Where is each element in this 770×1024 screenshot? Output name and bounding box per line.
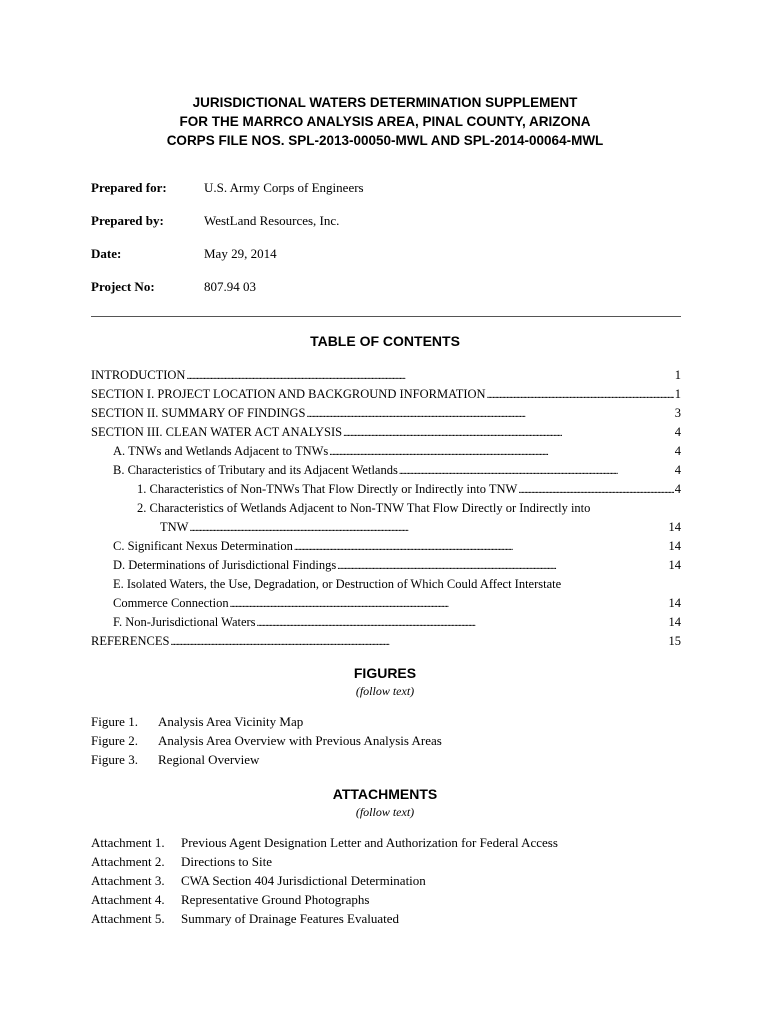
- title-line-2: FOR THE MARRCO ANALYSIS AREA, PINAL COUNTY, ARIZONA: [179, 114, 591, 129]
- toc-entry-label: Commerce Connection: [113, 596, 229, 610]
- meta-label: Prepared by:: [91, 213, 164, 228]
- meta-prepared-for: [91, 180, 364, 213]
- meta-label: Prepared for:: [91, 180, 167, 195]
- toc-entry-3e[interactable]: [91, 575, 681, 594]
- toc-entry-label: SECTION III. CLEAN WATER ACT ANALYSIS: [91, 425, 343, 439]
- toc-entry-page: 4: [674, 463, 681, 477]
- toc-entry-page: 14: [668, 596, 681, 610]
- toc-entry-label: E. Isolated Waters, the Use, Degradation, or Destruction of Which Could Affect Interstate: [113, 577, 562, 591]
- toc-entry-page: 15: [668, 634, 681, 648]
- toc-entry-label: 2. Characteristics of Wetlands Adjacent to Non-TNW That Flow Directly or Indirectly into: [137, 501, 591, 515]
- toc-entry-page: 14: [668, 615, 681, 629]
- figure-title: Analysis Area Overview with Previous Analysis Areas: [158, 733, 442, 748]
- attachment-title: Previous Agent Designation Letter and Authorization for Federal Access: [181, 835, 558, 850]
- meta-label: Date:: [91, 246, 122, 261]
- meta-prepared-by: [91, 213, 364, 246]
- toc-entry-page: 14: [668, 558, 681, 572]
- toc-entry-3b[interactable]: [91, 461, 681, 480]
- toc-entry-section-2[interactable]: [91, 404, 681, 423]
- toc-entry-3a[interactable]: [91, 442, 681, 461]
- toc-entry-section-3[interactable]: [91, 423, 681, 442]
- list-item: [91, 712, 442, 731]
- meta-value: 807.94 03: [204, 279, 256, 294]
- toc-entry-3b2[interactable]: [91, 499, 681, 518]
- meta-value: May 29, 2014: [204, 246, 277, 261]
- document-title: [0, 93, 770, 150]
- toc-entry-introduction[interactable]: [91, 366, 681, 385]
- meta-label: Project No:: [91, 279, 155, 294]
- toc-entry-page: 14: [668, 520, 681, 534]
- toc-entry-page: 4: [674, 425, 681, 439]
- figure-label: Figure 2.: [91, 733, 138, 748]
- meta-value: U.S. Army Corps of Engineers: [204, 180, 364, 195]
- meta-date: [91, 246, 364, 279]
- toc-entry-references[interactable]: [91, 632, 681, 651]
- toc-entry-page: 3: [674, 406, 681, 420]
- attachment-label: Attachment 2.: [91, 854, 165, 869]
- toc-entry-3c[interactable]: [91, 537, 681, 556]
- toc-entry-label: B. Characteristics of Tributary and its Adjacent Wetlands: [113, 463, 398, 477]
- document-meta: [91, 180, 364, 312]
- attachment-title: CWA Section 404 Jurisdictional Determination: [181, 873, 426, 888]
- toc-entry-section-1[interactable]: [91, 385, 681, 404]
- attachment-title: Directions to Site: [181, 854, 272, 869]
- list-item: [91, 890, 558, 909]
- toc-entry-label: SECTION I. PROJECT LOCATION AND BACKGROUND INFORMATION: [91, 387, 486, 401]
- toc-entry-3b1[interactable]: [91, 480, 681, 499]
- toc-entry-label: F. Non-Jurisdictional Waters: [113, 615, 256, 629]
- toc-entry-page: 4: [674, 482, 681, 496]
- title-line-1: JURISDICTIONAL WATERS DETERMINATION SUPPLEMENT: [192, 95, 578, 110]
- toc-entry-page: 1: [674, 368, 681, 382]
- meta-value: WestLand Resources, Inc.: [204, 213, 340, 228]
- toc-entry-page: 14: [668, 539, 681, 553]
- toc-entry-label: INTRODUCTION: [91, 368, 186, 382]
- toc-entry-3e-cont[interactable]: [91, 594, 681, 613]
- list-item: [91, 731, 442, 750]
- toc-entry-label: C. Significant Nexus Determination: [113, 539, 293, 553]
- figure-title: Analysis Area Vicinity Map: [158, 714, 304, 729]
- figure-label: Figure 3.: [91, 752, 138, 767]
- title-line-3: CORPS FILE NOS. SPL-2013-00050-MWL AND SPL-2014-00064-MWL: [166, 133, 604, 148]
- figure-title: Regional Overview: [158, 752, 260, 767]
- toc-entry-page: 1: [674, 387, 681, 401]
- attachments-note: (follow text): [355, 805, 415, 819]
- toc-entry-label: SECTION II. SUMMARY OF FINDINGS: [91, 406, 306, 420]
- attachment-label: Attachment 5.: [91, 911, 165, 926]
- horizontal-divider: [91, 316, 681, 317]
- attachment-label: Attachment 3.: [91, 873, 165, 888]
- figure-label: Figure 1.: [91, 714, 138, 729]
- toc-entry-3d[interactable]: [91, 556, 681, 575]
- list-item: [91, 909, 558, 928]
- attachment-title: Summary of Drainage Features Evaluated: [181, 911, 400, 926]
- toc-entry-label: REFERENCES: [91, 634, 170, 648]
- table-of-contents: [91, 366, 681, 651]
- toc-entry-label: 1. Characteristics of Non-TNWs That Flow Directly or Indirectly into TNW: [137, 482, 518, 496]
- toc-entry-label: D. Determinations of Jurisdictional Findings: [113, 558, 337, 572]
- toc-entry-3f[interactable]: [91, 613, 681, 632]
- list-item: [91, 871, 558, 890]
- toc-entry-label: TNW: [160, 520, 189, 534]
- toc-entry-page: 4: [674, 444, 681, 458]
- list-item: [91, 852, 558, 871]
- attachments-heading: ATTACHMENTS: [332, 786, 438, 802]
- toc-entry-label: A. TNWs and Wetlands Adjacent to TNWs: [113, 444, 329, 458]
- attachment-title: Representative Ground Photographs: [181, 892, 370, 907]
- attachment-label: Attachment 4.: [91, 892, 165, 907]
- attachments-list: [91, 833, 558, 928]
- toc-heading: TABLE OF CONTENTS: [310, 333, 460, 349]
- figures-heading: FIGURES: [353, 665, 417, 681]
- figures-list: [91, 712, 442, 769]
- attachment-label: Attachment 1.: [91, 835, 165, 850]
- list-item: [91, 833, 558, 852]
- figures-note: (follow text): [355, 684, 415, 698]
- list-item: [91, 750, 442, 769]
- meta-project-no: [91, 279, 364, 312]
- toc-entry-3b2-cont[interactable]: [91, 518, 681, 537]
